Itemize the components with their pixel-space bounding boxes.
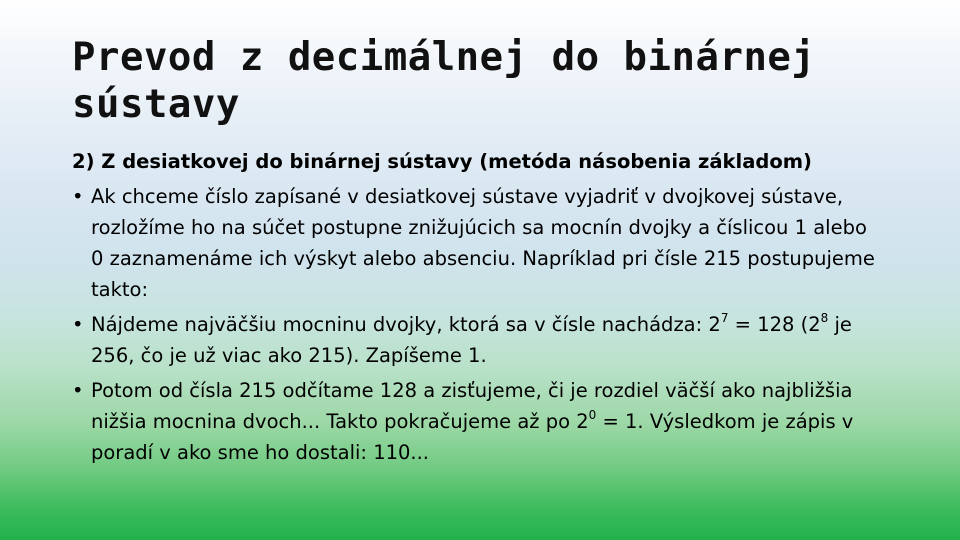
- exponent: 0: [588, 408, 597, 422]
- bullet-list: [72, 181, 882, 468]
- bullet-item-continue: [72, 375, 882, 468]
- bullet-marker: •: [72, 313, 84, 336]
- bullet-text-part: Potom od čísla 215 odčítame 128 a zisťujeme, či je rozdiel väčší ako najbližšia nižšia mocnina dvoch... Takto pokračujeme až po 2: [91, 379, 853, 433]
- bullet-marker: •: [72, 185, 84, 208]
- bullet-text-part: = 1. Výsledkom je zápis v poradí v ako sme ho dostali: 110...: [91, 410, 854, 464]
- exponent: 8: [820, 311, 829, 325]
- slide-title: Prevod z decimálnej do binárnej sústavy: [72, 35, 816, 127]
- bullet-text: [91, 379, 853, 464]
- bullet-item-highest-power: [72, 309, 882, 371]
- bullet-text-part: = 128 (2: [728, 313, 821, 336]
- bullet-marker: •: [72, 379, 84, 402]
- bullet-text-part: je 256, čo je už viac ako 215). Zapíšeme 1.: [91, 313, 852, 367]
- bullet-text-part: Nájdeme najväčšiu mocninu dvojky, ktorá sa v čísle nachádza: 2: [91, 313, 721, 336]
- slide-content: [72, 146, 882, 472]
- bullet-text: Ak chceme číslo zapísané v desiatkovej sústave vyjadriť v dvojkovej sústave, rozložíme ho na súčet postupne znižujúcich sa mocnín dvojky a číslicou 1 alebo 0 zaznamenáme ich výskyt alebo absenciu. Napríklad pri čísle 215 postupujeme takto:: [91, 185, 875, 301]
- exponent: 7: [720, 311, 729, 325]
- slide-subheading: 2) Z desiatkovej do binárnej sústavy (metóda násobenia základom): [72, 150, 812, 173]
- bullet-text: [91, 313, 852, 367]
- bullet-item-intro: [72, 181, 882, 305]
